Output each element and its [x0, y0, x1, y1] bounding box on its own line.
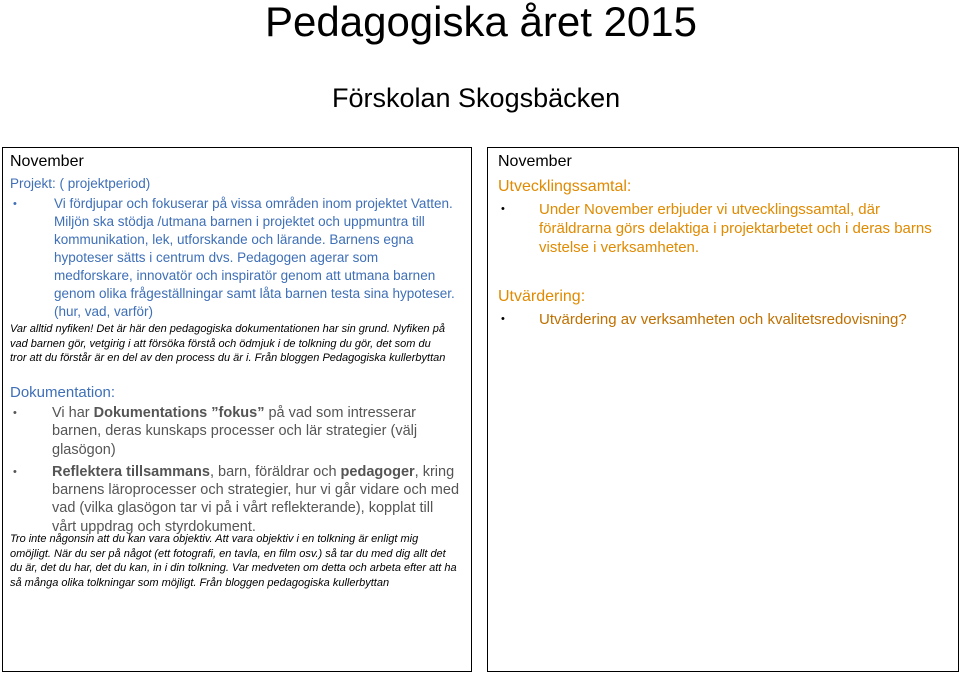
doc-bold-text: pedagoger	[340, 463, 415, 480]
curiosity-quote: Var alltid nyfiken! Det är här den pedagogiska dokumentationen har sin grund. Nyfiken på vad barnen gör, vetgirig i att försöka förstå och ödmjuk i de tolkning du gör, det som du tror att du förstår är en del av den process du är i. Från bloggen Pedagogiska kullerbyttan	[10, 323, 446, 364]
development-talks-text: Under November erbjuder vi utvecklingssamtal, där föräldrarna görs delaktiga i projektarbetet och i deras barns vistelse i verksamheten.	[539, 201, 932, 256]
doc-bold-text: Reflektera tillsammans	[52, 463, 210, 480]
doc-text: Vi har	[52, 405, 94, 421]
doc-text: , barn, föräldrar och	[209, 463, 341, 480]
evaluation-list	[498, 310, 953, 329]
doc-text: , kring barnens läroprocesser och strategier, hur vi går vidare och med vad (vilka glasögon tar vi på i vårt reflekterande), kopplat till vårt uppdrag och styrdokument.	[52, 463, 460, 535]
project-list	[10, 195, 455, 321]
left-month-heading: November	[10, 153, 84, 170]
list-item	[10, 463, 460, 536]
development-talks-list	[498, 200, 948, 257]
development-talks-heading: Utvecklingssamtal:	[498, 178, 632, 195]
bullet-icon: •	[13, 198, 17, 210]
evaluation-heading: Utvärdering:	[498, 288, 586, 305]
bullet-icon: •	[501, 203, 505, 215]
doc-bold-text: Dokumentations	[93, 405, 208, 421]
bullet-icon: •	[13, 407, 17, 419]
project-label: Projekt: ( projektperiod)	[10, 176, 151, 191]
bullet-icon: •	[13, 465, 17, 478]
right-month-heading: November	[498, 153, 572, 170]
list-item	[10, 404, 460, 459]
documentation-heading: Dokumentation:	[10, 384, 116, 401]
list-item	[498, 310, 953, 329]
list-item	[10, 195, 455, 321]
doc-text: på vad som intresserar barnen, deras kunskaps processer och lär strategier (välj glasögon)	[52, 405, 418, 458]
page-subtitle: Förskolan Skogsbäcken	[332, 83, 621, 113]
bullet-icon: •	[501, 313, 505, 325]
project-bullet-text: Vi fördjupar och fokuserar på vissa områden inom projektet Vatten. Miljön ska stödja /utmana barnen i projektet och uppmuntra till kommunikation, lek, utforskande och lärande. Barnens egna hypoteser sätts i centrum dvs. Pedagogen agerar som medforskare, innovatör och inspiratör genom att utmana barnen genom olika frågeställningar samt låta barnen testa sina hypoteser. (hur, vad, varför)	[54, 196, 455, 319]
doc-bold-text: ”fokus”	[211, 405, 265, 421]
objectivity-quote: Tro inte någonsin att du kan vara objektiv. Att vara objektiv i en tolkning är enligt mig omöjligt. När du ser på något (ett fotografi, en tavla, en film osv.) så tar du med dig allt det du är, det du har, det du kan, in i din tolkning. Var medveten om detta och arbeta efter att ha så många olika tolkningar som möjligt. Från bloggen pedagogiska kullerbyttan	[10, 533, 457, 589]
documentation-list	[10, 404, 460, 540]
evaluation-text: Utvärdering av verksamheten och kvalitetsredovisning?	[539, 311, 907, 328]
list-item	[498, 200, 948, 257]
page-title: Pedagogiska året 2015	[265, 0, 697, 45]
